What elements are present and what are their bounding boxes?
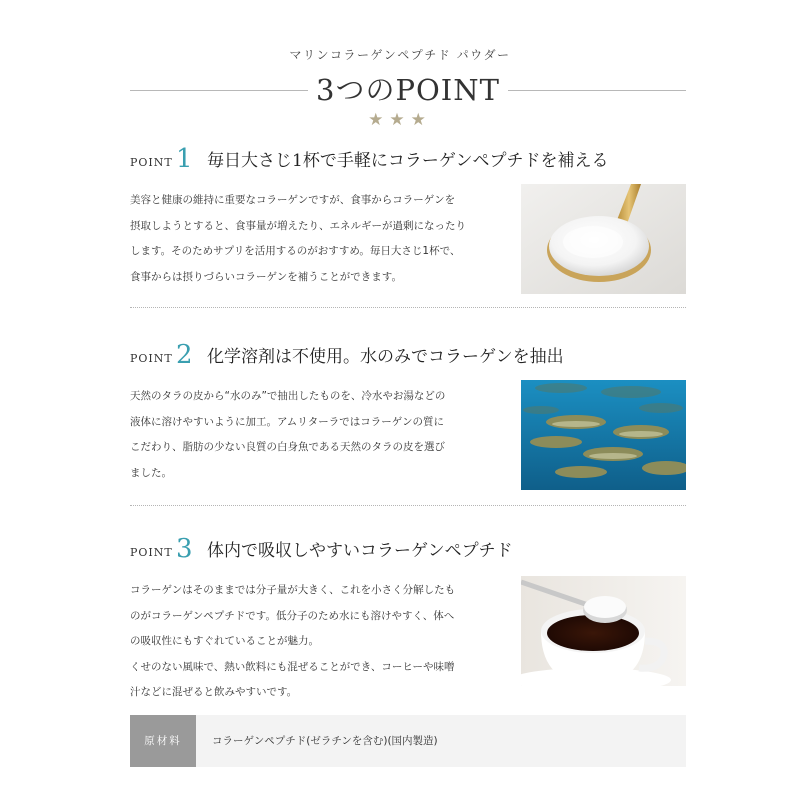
- point-number: 1: [176, 144, 193, 174]
- point-number: 3: [176, 534, 193, 564]
- title-divider-right: [508, 90, 686, 91]
- ingredients-label: 原材料: [130, 715, 196, 767]
- text-line: 液体に溶けやすいように加工。アムリターラではコラーゲンの質に: [130, 415, 445, 428]
- point-description: [130, 578, 492, 706]
- stars-ornament: ★★★: [368, 110, 432, 130]
- point-description: [130, 384, 492, 486]
- text-line: ました。: [130, 466, 172, 479]
- point-1-heading: [130, 140, 686, 174]
- point-title: 化学溶剤は不使用。水のみでコラーゲンを抽出: [207, 347, 564, 367]
- point-title: 体内で吸収しやすいコラーゲンペプチド: [207, 541, 513, 561]
- text-line: のがコラーゲンペプチドです。低分子のため水にも溶けやすく、体へ: [130, 609, 455, 622]
- cod-fish-image: [521, 380, 686, 490]
- ingredients-box: [130, 715, 686, 767]
- text-line: 美容と健康の維持に重要なコラーゲンですが、食事からコラーゲンを: [130, 194, 456, 206]
- point-label: POINT: [130, 352, 173, 365]
- point-3-heading: [130, 530, 686, 564]
- text-line: こだわり、脂肪の少ない良質の白身魚である天然のタラの皮を選び: [130, 441, 445, 453]
- point-label: POINT: [130, 546, 173, 559]
- point-3: [130, 530, 686, 700]
- section-divider: [130, 505, 686, 506]
- ingredients-value: コラーゲンペプチド(ゼラチンを含む)(国内製造): [212, 735, 438, 747]
- section-divider: [130, 307, 686, 308]
- section-title: 3つのPOINT: [316, 73, 500, 107]
- point-number: 2: [176, 340, 193, 370]
- point-title: 毎日大さじ1杯で手軽にコラーゲンペプチドを補える: [207, 151, 609, 171]
- text-line: コラーゲンはそのままでは分子量が大きく、これを小さく分解したも: [130, 584, 456, 596]
- text-line: 天然のタラの皮から“水のみ”で抽出したものを、冷水やお湯などの: [130, 390, 446, 402]
- coffee-cup-image: [521, 576, 686, 686]
- point-label: POINT: [130, 156, 173, 169]
- text-line: くせのない風味で、熱い飲料にも混ぜることができ、コーヒーや味噌: [130, 660, 455, 673]
- text-line: の吸収性にもすぐれていることが魅力。: [130, 635, 319, 647]
- point-2-heading: [130, 336, 686, 370]
- text-line: 摂取しようとすると、食事量が増えたり、エネルギーが過剰になったり: [130, 219, 466, 232]
- point-description: [130, 188, 492, 290]
- point-1: [130, 140, 686, 300]
- text-line: 汁などに混ぜると飲みやすいです。: [130, 686, 298, 698]
- section-title-row: [130, 72, 686, 108]
- text-line: 食事からは摂りづらいコラーゲンを補うことができます。: [130, 270, 402, 283]
- product-subtitle: マリンコラーゲンペプチド パウダー: [289, 48, 511, 62]
- text-line: します。そのためサプリを活用するのがおすすめ。毎日大さじ1杯で、: [130, 245, 461, 257]
- spoon-powder-image: [521, 184, 686, 294]
- point-2: [130, 336, 686, 496]
